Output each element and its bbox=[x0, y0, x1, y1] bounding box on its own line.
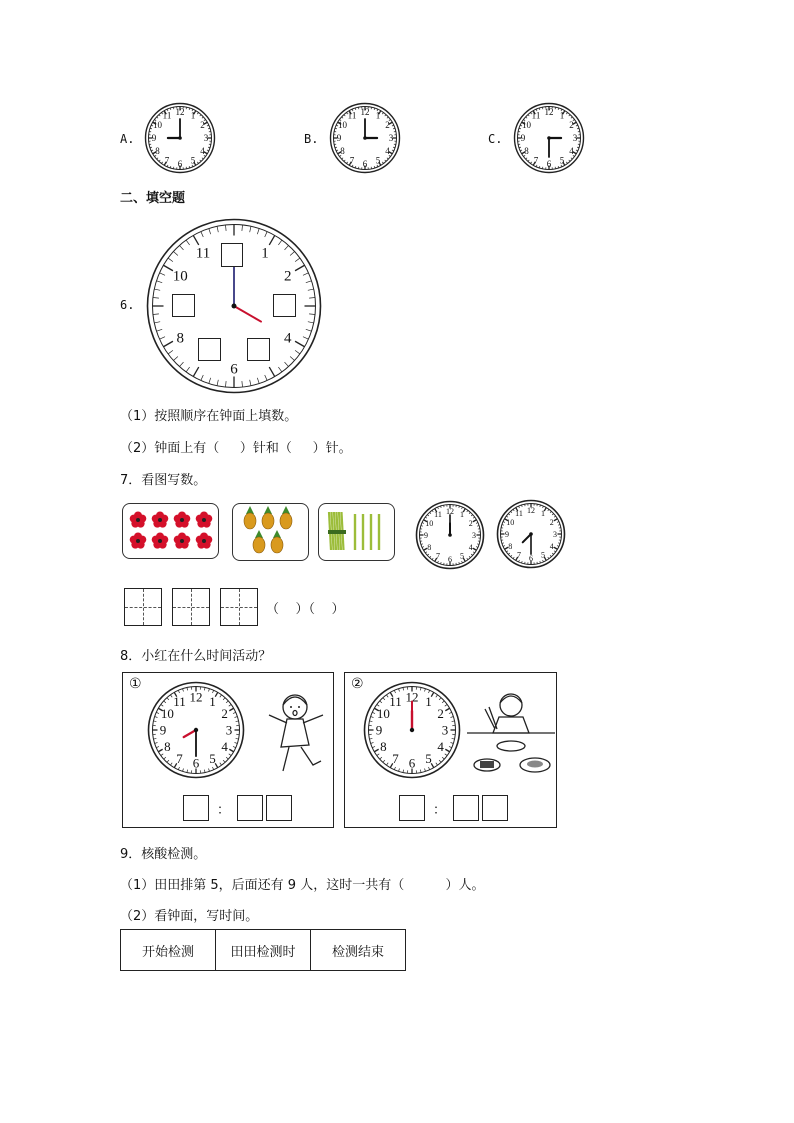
clock-numeral-7: 7 bbox=[176, 751, 183, 767]
flower-center bbox=[202, 539, 206, 543]
clock-numeral-3: 3 bbox=[225, 722, 233, 738]
clock-numeral-8: 8 bbox=[176, 330, 185, 347]
flower-petal bbox=[130, 536, 138, 544]
flower-petal bbox=[152, 536, 160, 544]
q6-sub2: （2）钟面上有（ ）针和（ ）针。 bbox=[120, 441, 352, 456]
clock-numeral-5: 5 bbox=[209, 751, 216, 767]
clock-numeral-11: 11 bbox=[389, 693, 402, 709]
clock-numeral-3: 3 bbox=[388, 133, 394, 144]
panel-2-label: ② bbox=[351, 676, 364, 692]
clock-numeral-3: 3 bbox=[553, 529, 557, 539]
clock-numeral-5: 5 bbox=[541, 550, 545, 560]
clock-numeral-3: 3 bbox=[203, 133, 209, 144]
clock-numeral-8: 8 bbox=[524, 146, 529, 157]
clock-numeral-5: 5 bbox=[190, 155, 196, 166]
pineapple-body bbox=[262, 513, 274, 529]
q6-box-5[interactable] bbox=[247, 338, 270, 361]
clock-numeral-5: 5 bbox=[375, 155, 381, 166]
q6-number: 6. bbox=[120, 298, 135, 312]
clock-numeral-8: 8 bbox=[340, 146, 345, 157]
q6-box-9[interactable] bbox=[172, 294, 195, 317]
clock-numeral-2: 2 bbox=[200, 120, 205, 131]
clock-numeral-4: 4 bbox=[385, 146, 390, 157]
clock-center bbox=[232, 304, 237, 309]
girl-legs bbox=[283, 747, 321, 771]
clock-numeral-8: 8 bbox=[427, 542, 432, 552]
q9-sub2: （2）看钟面，写时间。 bbox=[120, 909, 259, 924]
q6-box-7[interactable] bbox=[198, 338, 221, 361]
clock-numeral-6: 6 bbox=[448, 554, 452, 564]
clock-numeral-11: 11 bbox=[347, 110, 357, 121]
clock-numeral-4: 4 bbox=[200, 146, 205, 157]
clock-numeral-8: 8 bbox=[164, 739, 171, 755]
clock-numeral-9: 9 bbox=[520, 133, 526, 144]
option-b-clock bbox=[328, 102, 402, 174]
write-grid-1[interactable] bbox=[124, 588, 162, 626]
clock-numeral-11: 11 bbox=[173, 693, 186, 709]
clock-center bbox=[178, 136, 182, 140]
clock-numeral-9: 9 bbox=[424, 530, 428, 540]
table-header-end: 检测结束 bbox=[311, 930, 406, 971]
clock-center bbox=[529, 532, 533, 536]
clock-numeral-12: 12 bbox=[405, 689, 419, 705]
flower-center bbox=[136, 518, 140, 522]
clock-numeral-5: 5 bbox=[425, 751, 432, 767]
clock-numeral-4: 4 bbox=[221, 739, 228, 755]
clock-numeral-10: 10 bbox=[152, 120, 162, 131]
stick-bundle-icons bbox=[319, 504, 394, 560]
clock-numeral-8: 8 bbox=[508, 541, 513, 551]
pineapples-card bbox=[232, 503, 309, 561]
clock-numeral-12: 12 bbox=[446, 506, 454, 516]
q8-title: 8．小红在什么时间活动？ bbox=[120, 649, 272, 664]
food-right bbox=[527, 761, 543, 768]
flower-icons bbox=[123, 504, 218, 558]
clock-numeral-1: 1 bbox=[460, 510, 464, 520]
flower-petal bbox=[174, 515, 182, 523]
option-a-label: A. bbox=[120, 132, 135, 146]
clock-numeral-8: 8 bbox=[155, 146, 160, 157]
option-a-clock bbox=[143, 102, 217, 174]
clock-numeral-1: 1 bbox=[425, 693, 432, 709]
clock-numeral-9: 9 bbox=[375, 722, 383, 738]
clock-numeral-2: 2 bbox=[385, 120, 390, 131]
clock-numeral-11: 11 bbox=[162, 110, 172, 121]
clock-numeral-1: 1 bbox=[559, 110, 565, 121]
clock-numeral-6: 6 bbox=[408, 755, 416, 771]
clock-numeral-12: 12 bbox=[175, 107, 185, 118]
clock-numeral-2: 2 bbox=[468, 518, 473, 528]
panel-2-clock bbox=[363, 681, 461, 779]
chopsticks bbox=[485, 707, 497, 729]
clock-numeral-12: 12 bbox=[189, 689, 203, 705]
clock-numeral-7: 7 bbox=[164, 155, 170, 166]
flower-center bbox=[158, 539, 162, 543]
q7-clock-2 bbox=[496, 499, 566, 569]
pineapple-body bbox=[271, 537, 283, 553]
clock-numeral-4: 4 bbox=[283, 330, 292, 347]
flower-center bbox=[180, 518, 184, 522]
clock-numeral-11: 11 bbox=[195, 245, 211, 262]
clock-center bbox=[363, 136, 367, 140]
flower-petal bbox=[174, 536, 182, 544]
pineapple-body bbox=[280, 513, 292, 529]
clock-numeral-6: 6 bbox=[546, 159, 552, 170]
bundle-tie bbox=[328, 530, 346, 534]
clock-center bbox=[194, 728, 198, 732]
clock-numeral-7: 7 bbox=[533, 155, 539, 166]
q6-sub1: （1）按照顺序在钟面上填数。 bbox=[120, 409, 298, 424]
q6-box-3[interactable] bbox=[273, 294, 296, 317]
clock-numeral-6: 6 bbox=[192, 755, 200, 771]
clock-numeral-1: 1 bbox=[209, 693, 216, 709]
flower-petal bbox=[196, 515, 204, 523]
flower-center bbox=[136, 539, 140, 543]
panel-1-min-box-1[interactable] bbox=[237, 795, 263, 821]
clock-numeral-6: 6 bbox=[230, 361, 238, 378]
panel-1-hour-box[interactable] bbox=[183, 795, 209, 821]
panel-2-colon: ： bbox=[433, 803, 447, 818]
clock-center bbox=[547, 136, 551, 140]
clock-numeral-4: 4 bbox=[437, 739, 444, 755]
clock-numeral-9: 9 bbox=[159, 722, 167, 738]
clock-numeral-10: 10 bbox=[425, 518, 434, 528]
clock-numeral-2: 2 bbox=[549, 517, 554, 527]
q7-clock-1 bbox=[415, 500, 485, 570]
girl-mouth bbox=[293, 711, 297, 716]
clock-numeral-1: 1 bbox=[190, 110, 196, 121]
q9-time-table bbox=[120, 929, 406, 971]
clock-numeral-4: 4 bbox=[468, 542, 473, 552]
q9-title: 9．核酸检测。 bbox=[120, 847, 207, 862]
clock-numeral-10: 10 bbox=[376, 706, 390, 722]
clock-numeral-8: 8 bbox=[380, 739, 387, 755]
clock-numeral-10: 10 bbox=[160, 706, 174, 722]
clock-numeral-1: 1 bbox=[261, 245, 269, 262]
sticks-card bbox=[318, 503, 395, 561]
clock-numeral-12: 12 bbox=[527, 505, 535, 515]
q9-sub1: （1）田田排第 5，后面还有 9 人，这时一共有（ ）人。 bbox=[120, 878, 485, 893]
flowers-card bbox=[122, 503, 219, 559]
pineapple-body bbox=[253, 537, 265, 553]
clock-numeral-3: 3 bbox=[441, 722, 449, 738]
clock-numeral-2: 2 bbox=[569, 120, 574, 131]
clock-center bbox=[410, 728, 414, 732]
clock-numeral-2: 2 bbox=[437, 706, 444, 722]
clock-numeral-7: 7 bbox=[392, 751, 399, 767]
food-left bbox=[480, 761, 494, 768]
table-header-tiantian: 田田检测时 bbox=[216, 930, 311, 971]
q6-box-12[interactable] bbox=[221, 243, 243, 267]
girl-head bbox=[500, 694, 522, 716]
clock-numeral-3: 3 bbox=[572, 133, 578, 144]
clock-numeral-7: 7 bbox=[349, 155, 355, 166]
q7-title: 7．看图写数。 bbox=[120, 473, 207, 488]
flower-petal bbox=[196, 536, 204, 544]
girl-jumping-icon bbox=[263, 685, 331, 785]
clock-numeral-2: 2 bbox=[221, 706, 228, 722]
clock-numeral-11: 11 bbox=[515, 509, 523, 519]
panel-1-clock bbox=[147, 681, 245, 779]
clock-numeral-1: 1 bbox=[375, 110, 381, 121]
girl-eating-icon bbox=[467, 683, 555, 783]
clock-numeral-6: 6 bbox=[529, 553, 533, 563]
section-title: 二、填空题 bbox=[120, 191, 186, 206]
flower-petal bbox=[152, 515, 160, 523]
clock-numeral-10: 10 bbox=[172, 268, 188, 285]
flower-petal bbox=[130, 515, 138, 523]
girl-dress bbox=[281, 719, 309, 747]
q8-panel-2 bbox=[344, 672, 557, 828]
clock-numeral-9: 9 bbox=[151, 133, 157, 144]
clock-numeral-1: 1 bbox=[541, 509, 545, 519]
pineapple-body bbox=[244, 513, 256, 529]
panel-2-min-box-1[interactable] bbox=[453, 795, 479, 821]
clock-numeral-6: 6 bbox=[362, 159, 368, 170]
girl-eye bbox=[290, 706, 292, 708]
option-c-clock bbox=[512, 102, 586, 174]
clock-numeral-10: 10 bbox=[521, 120, 531, 131]
panel-2-hour-box[interactable] bbox=[399, 795, 425, 821]
option-c-label: C. bbox=[488, 132, 503, 146]
panel-1-min-box-2[interactable] bbox=[266, 795, 292, 821]
write-grid-3[interactable] bbox=[220, 588, 258, 626]
clock-numeral-2: 2 bbox=[283, 268, 292, 285]
clock-numeral-11: 11 bbox=[531, 110, 541, 121]
clock-numeral-6: 6 bbox=[177, 159, 183, 170]
girl-body bbox=[493, 717, 529, 733]
flower-center bbox=[158, 518, 162, 522]
clock-numeral-12: 12 bbox=[544, 107, 554, 118]
write-grid-2[interactable] bbox=[172, 588, 210, 626]
clock-numeral-9: 9 bbox=[336, 133, 342, 144]
clock-numeral-4: 4 bbox=[549, 541, 554, 551]
q8-panel-1 bbox=[122, 672, 334, 828]
panel-1-colon: ： bbox=[217, 803, 231, 818]
clock-numeral-9: 9 bbox=[505, 529, 509, 539]
fish-plate bbox=[497, 741, 525, 751]
panel-1-label: ① bbox=[129, 676, 142, 692]
flower-center bbox=[202, 518, 206, 522]
option-b-label: B. bbox=[304, 132, 319, 146]
clock-numeral-7: 7 bbox=[436, 551, 440, 561]
clock-numeral-7: 7 bbox=[517, 550, 521, 560]
clock-numeral-4: 4 bbox=[569, 146, 574, 157]
clock-numeral-3: 3 bbox=[472, 530, 476, 540]
table-header-start: 开始检测 bbox=[121, 930, 216, 971]
clock-numeral-11: 11 bbox=[434, 510, 442, 520]
clock-center bbox=[448, 533, 452, 537]
clock-numeral-5: 5 bbox=[460, 551, 464, 561]
girl-eye bbox=[298, 706, 300, 708]
flower-center bbox=[180, 539, 184, 543]
q7-clock-blanks[interactable]: （ ）（ ） bbox=[266, 602, 345, 617]
clock-numeral-12: 12 bbox=[360, 107, 370, 118]
clock-numeral-10: 10 bbox=[337, 120, 347, 131]
clock-numeral-5: 5 bbox=[559, 155, 565, 166]
panel-2-min-box-2[interactable] bbox=[482, 795, 508, 821]
pineapple-icons bbox=[233, 504, 308, 560]
clock-numeral-10: 10 bbox=[506, 517, 515, 527]
